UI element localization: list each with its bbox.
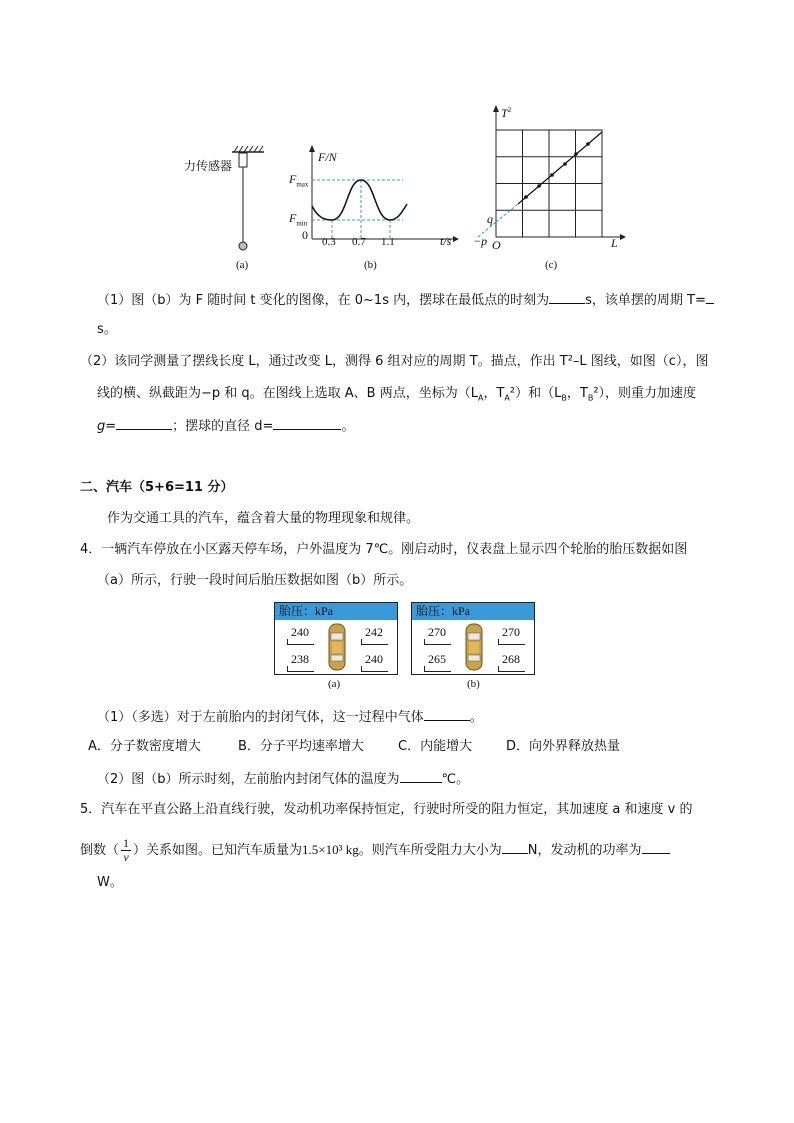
tire-bracket [287, 639, 314, 645]
tire-bracket [287, 666, 314, 672]
q4-line2: （a）所示，行驶一段时间后胎压数据如图（b）所示。 [97, 573, 413, 588]
graph-b-tick: 1.1 [381, 236, 395, 248]
car-icon [464, 623, 484, 671]
q4-option-b: B．分子平均速率增大 [238, 739, 364, 754]
fraction-denominator: v [123, 850, 129, 864]
car-icon [327, 623, 347, 671]
figure-b-graph [285, 140, 465, 255]
graph-b-origin: 0 [302, 228, 308, 242]
q3-part1-end: s。 [97, 322, 117, 337]
q5-line3: W。 [97, 875, 123, 890]
q3-part1: （1）图（b）为 F 随时间 t 变化的图像，在 0~1s 内，摆球在最低点的时刻为 s，该单摆的周期 T= [97, 290, 714, 310]
graph-b-fmin: $F_{min}$ [289, 211, 308, 228]
q4-part2: （2）图（b）所示时刻，左前胎内封闭气体的温度为 ℃。 [97, 769, 469, 789]
tire-fl: 270 [428, 625, 446, 639]
graph-b-tick: 0.3 [322, 236, 336, 248]
tire-caption-b: (b) [467, 678, 480, 690]
graph-b-tick: 0.7 [352, 236, 366, 248]
tire-bracket [424, 639, 451, 645]
graph-c-origin: O [492, 238, 501, 252]
tire-rr: 240 [365, 652, 383, 666]
tire-panel-title: 胎压：kPa [412, 603, 534, 620]
tire-rl: 265 [428, 652, 446, 666]
tire-bracket [361, 639, 388, 645]
q4-part1: （1）（多选）对于左前胎内的封闭气体，这一过程中气体 。 [97, 707, 483, 727]
q4-option-d: D．向外界释放热量 [506, 739, 621, 754]
tire-rl: 238 [291, 652, 309, 666]
q4-option-a: A．分子数密度增大 [88, 739, 201, 754]
tire-bracket [361, 666, 388, 672]
q5-line1: 5．汽车在平直公路上沿直线行驶，发动机功率保持恒定，行驶时所受的阻力恒定，其加速度 a 和速度 v 的 [80, 802, 693, 817]
tire-fr: 242 [365, 625, 383, 639]
tire-rr: 268 [502, 652, 520, 666]
mass-value: 1.5×10³ kg [302, 842, 359, 857]
caption-b: (b) [364, 259, 377, 271]
tire-caption-a: (a) [328, 678, 341, 690]
caption-c: (c) [545, 259, 558, 271]
tire-bracket [498, 666, 525, 672]
fraction-numerator: 1 [123, 836, 130, 850]
tire-fr: 270 [502, 625, 520, 639]
q4-line1: 4．一辆汽车停放在小区露天停车场，户外温度为 7℃。刚启动时，仪表盘上显示四个轮胎的胎压数据如图 [80, 542, 688, 557]
tire-panel-b [411, 602, 535, 675]
graph-c-q: q [487, 212, 493, 226]
graph-b-xlabel: t/s [440, 234, 452, 248]
tire-panel-title: 胎压：kPa [275, 603, 397, 620]
tire-bracket [498, 639, 525, 645]
caption-a: (a) [236, 259, 249, 271]
q5-line2: 倒数（ $\frac{1}{v}$ ）关系如图。已知汽车质量为1.5×10³ kg。则汽车所受阻力大小为 N，发动机的功率为 [80, 837, 670, 864]
q3-part2-line1: （2）该同学测量了摆线长度 L，通过改变 L，测得 6 组对应的周期 T。描点，作出 T²–L 图线，如图（c），图 [80, 354, 709, 369]
tire-panel-a [274, 602, 398, 675]
q4-option-c: C．内能增大 [398, 739, 473, 754]
tire-fl: 240 [291, 625, 309, 639]
graph-b-fmax: $F_{max}$ [289, 172, 309, 189]
tire-bracket [424, 666, 451, 672]
section-title: 二、汽车（5+6=11 分） [80, 480, 234, 495]
graph-b-ylabel: F/N [318, 150, 337, 164]
q3-part2-line2: 线的横、纵截距为−p 和 q。在图线上选取 A、B 两点，坐标为（$L_A$，$T_A^2$）和（$L_B$，$T_B^2$），则重力加速度 [97, 386, 697, 403]
graph-c-xlabel: L [611, 236, 618, 250]
figure-c-graph [470, 100, 635, 250]
section-intro: 作为交通工具的汽车，蕴含着大量的物理现象和规律。 [107, 511, 420, 526]
sensor-label: 力传感器 [184, 159, 233, 173]
graph-c-ylabel: $T^2$ [501, 106, 512, 120]
q3-part2-line3: g= ；摆球的直径 d= 。 [97, 416, 354, 436]
graph-c-neg-p: −p [473, 234, 488, 248]
